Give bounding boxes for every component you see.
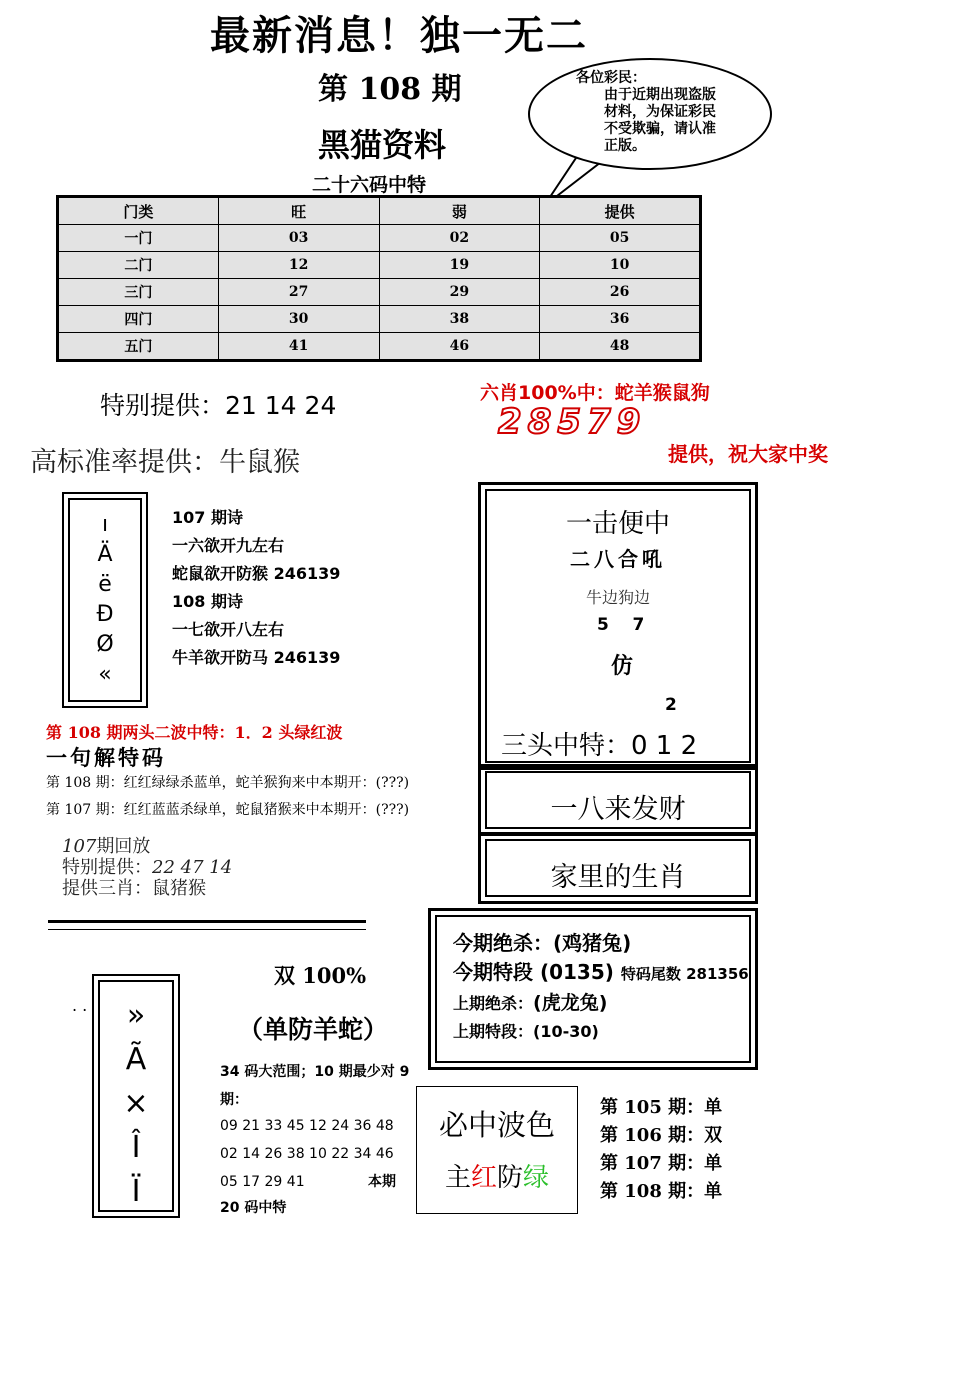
poem-line: 蛇鼠欲开防猴 246139 (172, 564, 341, 583)
kill-current: 今期绝杀：(鸡猪兔) (453, 931, 632, 955)
odd-even-pick: 双 100% (274, 963, 367, 988)
table-cell: 41 (218, 333, 379, 361)
table-cell: 05 (540, 225, 701, 252)
table-row (58, 225, 701, 252)
home-zodiac-box-inner (485, 839, 751, 897)
replay-three: 提供三肖：鼠猪猴 (62, 878, 206, 899)
notice-body: 由于近期出现盗版材料，为保证彩民不受欺骗，请认准正版。 (604, 87, 716, 154)
period-result: 第 106 期：双 (600, 1125, 723, 1146)
kill-box (428, 908, 758, 1070)
wave-green: 绿 (523, 1163, 550, 1193)
table-header-cell: 提供 (540, 197, 701, 225)
replay-issue: 107 (62, 836, 97, 857)
vertical-glyph-box-2-inner (98, 980, 174, 1212)
table-cell: 38 (379, 306, 540, 333)
one-hit-two: 2 (665, 695, 677, 715)
replay-special-numbers: 22 47 14 (152, 857, 233, 878)
one-hit-hint: 牛边狗边 (585, 588, 650, 607)
glyph: × (123, 1086, 149, 1121)
divider (48, 920, 366, 930)
wave-red: 红 (470, 1163, 497, 1193)
table-cell: 46 (379, 333, 540, 361)
table-cell: 29 (379, 279, 540, 306)
glyph: ı (101, 512, 109, 537)
poem-line: 一六欲开九左右 (172, 536, 285, 555)
glyph-column (70, 510, 140, 690)
replay-section (62, 836, 232, 899)
special-offer (100, 386, 336, 422)
kill-previous (453, 989, 749, 1018)
table-row (58, 306, 701, 333)
number-line: 02 14 26 38 10 22 34 46 (220, 1146, 394, 1162)
poem-line: 牛羊欲开防马 246139 (172, 648, 341, 667)
wave-title: 必中波色 (438, 1108, 555, 1142)
table-cell: 12 (218, 252, 379, 279)
glyph: Î (131, 1130, 141, 1165)
segment-current (453, 958, 749, 989)
table-cell: 30 (218, 306, 379, 333)
table-cell: 10 (540, 252, 701, 279)
replay-special (62, 857, 232, 878)
range-note: 34 码大范围；10 期最少对 9 期： (220, 1064, 410, 1108)
glyph-column-2 (100, 994, 172, 1214)
vertical-glyph-box-inner (68, 498, 142, 702)
table-cell: 02 (379, 225, 540, 252)
code-banner: 28579 (498, 402, 647, 442)
notice-bubble (528, 58, 772, 170)
table-cell: 二门 (58, 252, 219, 279)
table-cell: 03 (218, 225, 379, 252)
table-cell: 一门 (58, 225, 219, 252)
kill-box-inner (435, 915, 751, 1063)
one-hit-numbers: 5 7 (597, 615, 645, 635)
wave-subtitle (417, 1157, 577, 1194)
wave-main: 主 (444, 1163, 471, 1193)
table-cell: 36 (540, 306, 701, 333)
guard-pick: （单防羊蛇） (238, 1015, 389, 1044)
poem-line: 一七欲开八左右 (172, 620, 285, 639)
table-header-cell: 弱 (379, 197, 540, 225)
table-cell: 三门 (58, 279, 219, 306)
fortune-box-inner (485, 771, 751, 829)
table-cell: 26 (540, 279, 701, 306)
table-header-cell: 旺 (218, 197, 379, 225)
one-hit-char: 仿 (611, 653, 634, 679)
riddle-line: 第 107 期：红红蓝蓝杀绿单，蛇鼠猪猴来中本期开：(???) (46, 802, 410, 818)
one-hit-box-inner (485, 489, 751, 763)
tail-digits: 特码尾数 281356 (620, 965, 749, 983)
one-hit-title: 一击便中 (565, 509, 670, 539)
number-line: 09 21 33 45 12 24 36 48 (220, 1118, 394, 1134)
wave-color-box (416, 1086, 578, 1214)
issue-number: 第 108 期 (318, 72, 462, 107)
poem-line: 108 期诗 (172, 592, 243, 611)
wave-guard: 防 (497, 1163, 524, 1193)
table-row (58, 279, 701, 306)
main-title: 最新消息！独一无二 (210, 12, 588, 59)
table-cell: 48 (540, 333, 701, 361)
two-head-wave: 第 108 期两头二波中特：1．2 头绿红波 (46, 723, 343, 742)
period-result: 第 107 期：单 (600, 1153, 723, 1174)
segment-previous: 上期特段：(10-30) (453, 1022, 599, 1041)
glyph: Ð (96, 602, 114, 627)
riddle-line: 第 108 期：红红绿绿杀蓝单，蛇羊猴狗来中本期开：(???) (46, 775, 410, 791)
glyph: « (98, 662, 112, 687)
poem-list (172, 504, 340, 672)
home-zodiac-text: 家里的生肖 (550, 862, 686, 893)
one-hit-box (478, 482, 758, 770)
vertical-glyph-box-2 (92, 974, 180, 1218)
riddle-heading: 一句解特码 (46, 745, 166, 770)
glyph: » (126, 998, 146, 1033)
period-result: 第 108 期：单 (600, 1181, 723, 1202)
period-result: 第 105 期：单 (600, 1097, 723, 1118)
dots: . . (72, 996, 88, 1015)
glyph: Ä (97, 542, 113, 567)
home-zodiac-box (478, 832, 758, 904)
table-cell: 五门 (58, 333, 219, 361)
table-row (58, 252, 701, 279)
replay-title (62, 836, 232, 857)
wish-banner: 提供，祝大家中奖 (668, 442, 828, 466)
special-numbers: 21 14 24 (225, 391, 337, 420)
table-cell: 四门 (58, 306, 219, 333)
glyph: Ø (96, 632, 114, 657)
high-accuracy-offer: 高标准率提供：牛鼠猴 (30, 447, 300, 478)
segment-current-range: 今期特段 (0135) (453, 960, 621, 984)
kill-previous-value: (虎龙兔) (533, 992, 608, 1014)
fortune-box (478, 764, 758, 836)
replay-special-label: 特别提供： (62, 857, 152, 878)
kill-previous-label: 上期绝杀： (453, 994, 534, 1013)
notice-text (576, 70, 726, 155)
six-xiao-banner: 六肖100%中：蛇羊猴鼠狗 (480, 382, 710, 404)
vertical-glyph-box (62, 492, 148, 708)
table-header-cell: 门类 (58, 197, 219, 225)
fortune-text: 一八来发财 (550, 794, 686, 825)
table-row (58, 333, 701, 361)
current-issue-label: 本期 (368, 1174, 396, 1190)
glyph: ë (98, 572, 112, 597)
table-header-row (58, 197, 701, 225)
twenty-code-note: 20 码中特 (220, 1200, 287, 1216)
glyph: Ï (131, 1174, 141, 1209)
table-cell: 19 (379, 252, 540, 279)
source-name: 黑猫资料 (318, 126, 447, 164)
number-line: 05 17 29 41 (220, 1174, 305, 1190)
special-label: 特别提供： (100, 391, 226, 420)
one-hit-subtitle: 二八合吼 (570, 547, 666, 571)
replay-label: 期回放 (96, 836, 151, 857)
notice-greeting: 各位彩民： (576, 70, 646, 86)
numbers-table (56, 195, 702, 362)
poem-line: 107 期诗 (172, 508, 243, 527)
period-results (600, 1094, 722, 1206)
glyph: Ã (125, 1042, 147, 1077)
kill-lines (453, 929, 749, 1046)
three-head: 三头中特：0 1 2 (501, 731, 698, 761)
table-caption: 二十六码中特 (312, 174, 427, 196)
riddle-lines (46, 770, 409, 824)
table-cell: 27 (218, 279, 379, 306)
